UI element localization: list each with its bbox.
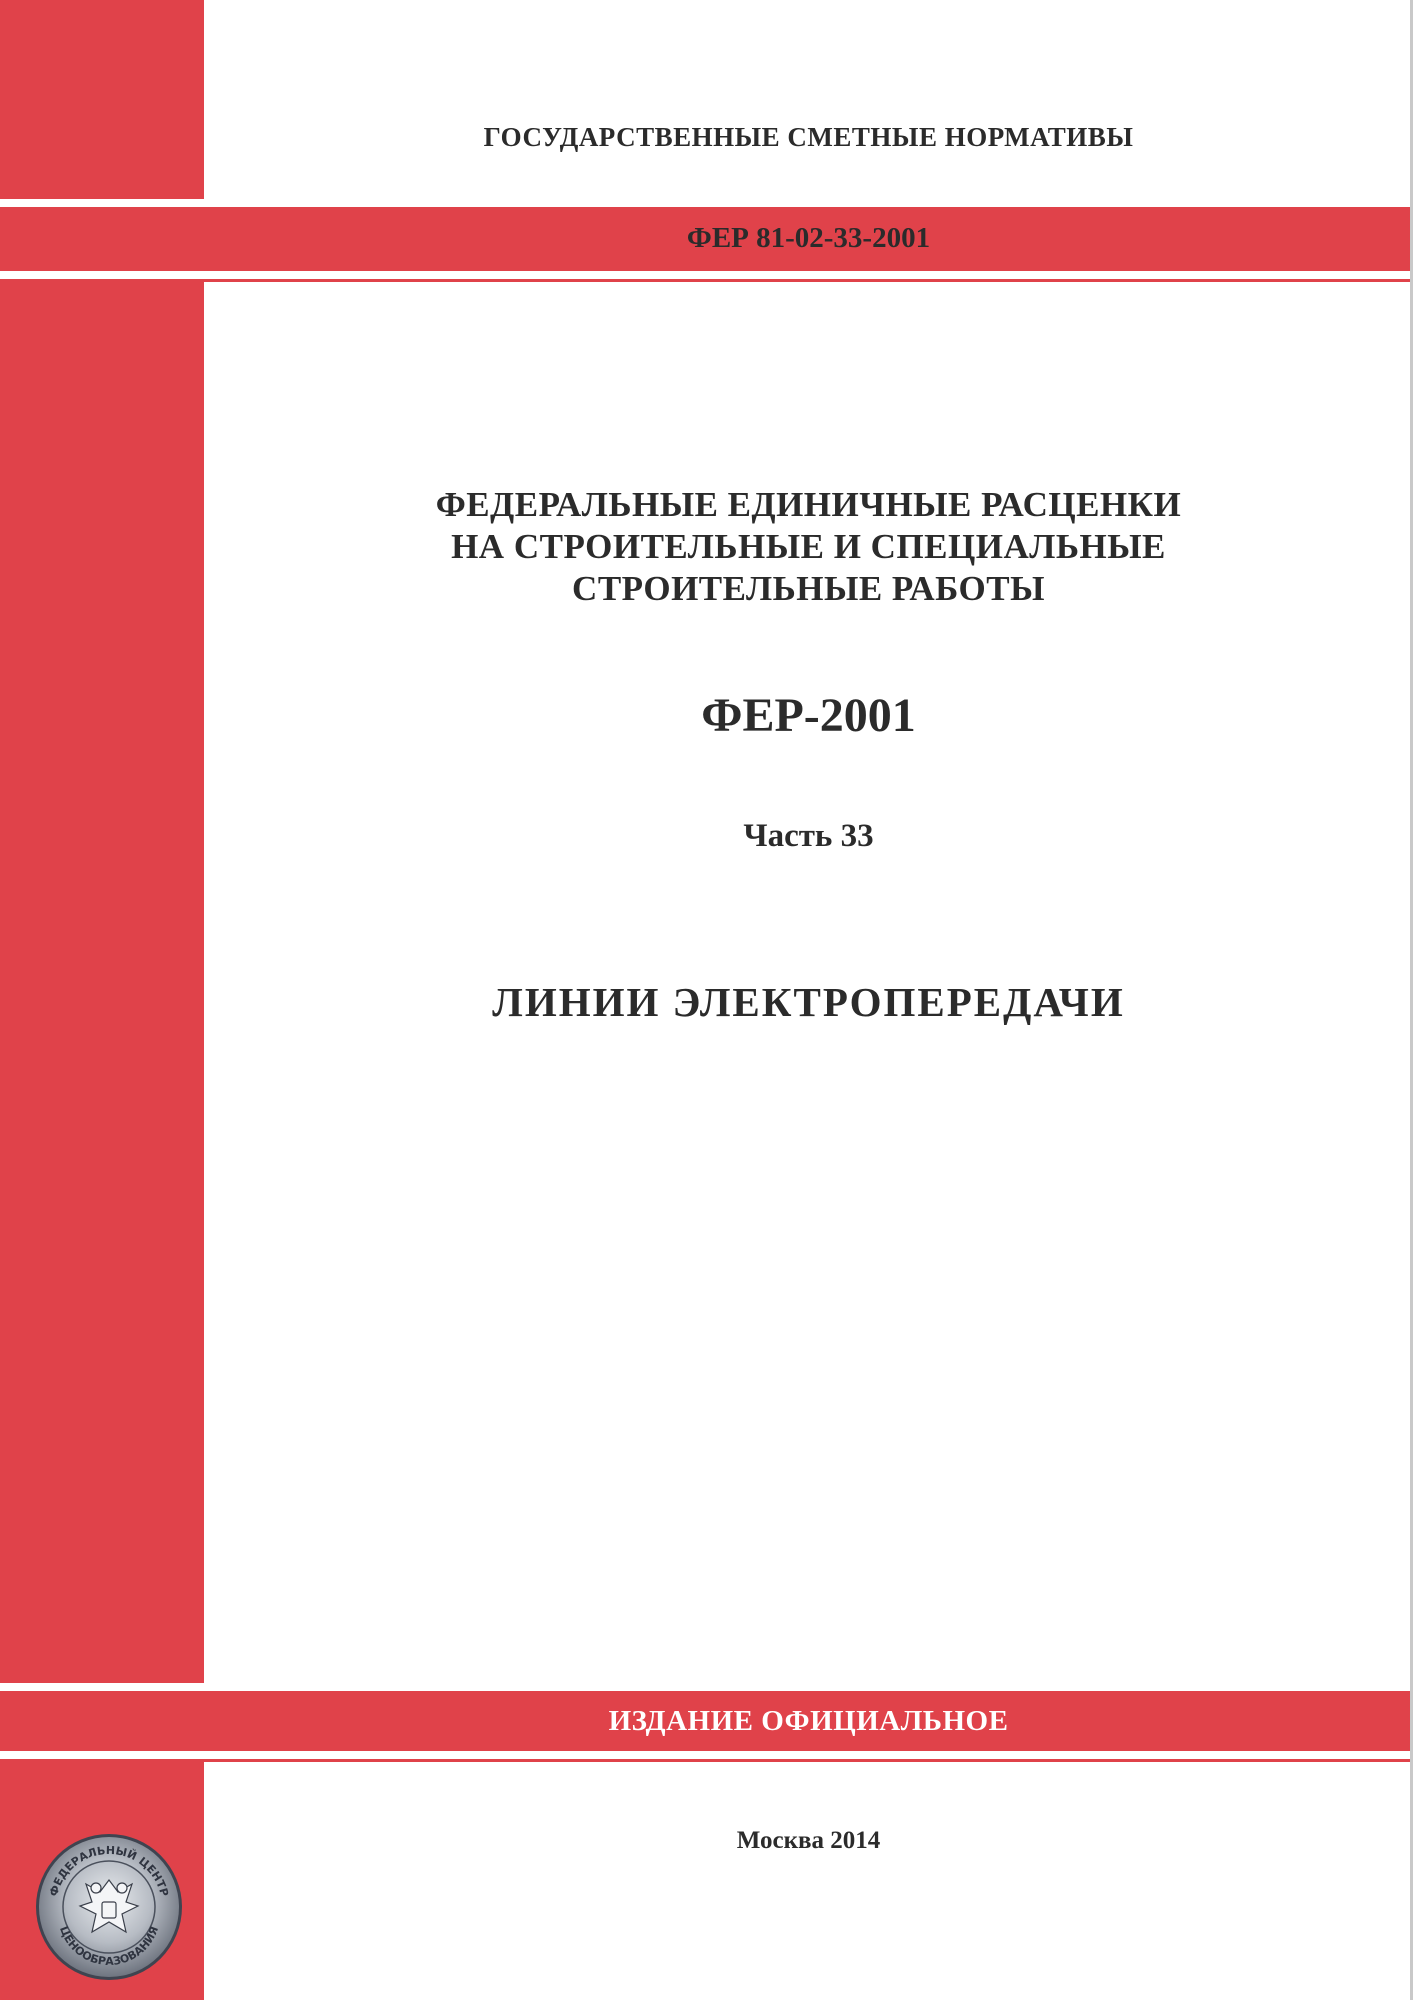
stripe-gap-bottom-lower	[0, 1751, 204, 1759]
part-number: Часть 33	[743, 818, 874, 854]
bottom-band-rule	[0, 1759, 1413, 1762]
main-title-line-2: НА СТРОИТЕЛЬНЫЕ И СПЕЦИАЛЬНЫЕ	[451, 527, 1166, 566]
main-title-line-3: СТРОИТЕЛЬНЫЕ РАБОТЫ	[572, 569, 1045, 608]
stripe-gap-top-lower	[0, 271, 204, 279]
edition-label: ИЗДАНИЕ ОФИЦИАЛЬНОЕ	[608, 1705, 1009, 1737]
stripe-gap-bottom	[0, 1683, 204, 1691]
series-title: ГОСУДАРСТВЕННЫЕ СМЕТНЫЕ НОРМАТИВЫ	[483, 122, 1134, 152]
seal-text-top: ФЕДЕРАЛЬНЫЙ ЦЕНТР	[47, 1843, 171, 1898]
document-code: ФЕР 81-02-33-2001	[686, 222, 931, 254]
seal-text-bottom: ЦЕНООБРАЗОВАНИЯ	[56, 1924, 162, 1969]
subject-title: ЛИНИИ ЭЛЕКТРОПЕРЕДАЧИ	[492, 979, 1125, 1025]
federal-center-hologram-seal-icon	[34, 1832, 184, 1982]
main-title	[204, 484, 1413, 610]
city-year: Москва 2014	[736, 1827, 881, 1854]
main-title-line-1: ФЕДЕРАЛЬНЫЕ ЕДИНИЧНЫЕ РАСЦЕНКИ	[435, 485, 1182, 524]
top-band-rule	[0, 279, 1413, 282]
stripe-gap-top	[0, 199, 204, 207]
collection-title: ФЕР-2001	[701, 689, 916, 742]
